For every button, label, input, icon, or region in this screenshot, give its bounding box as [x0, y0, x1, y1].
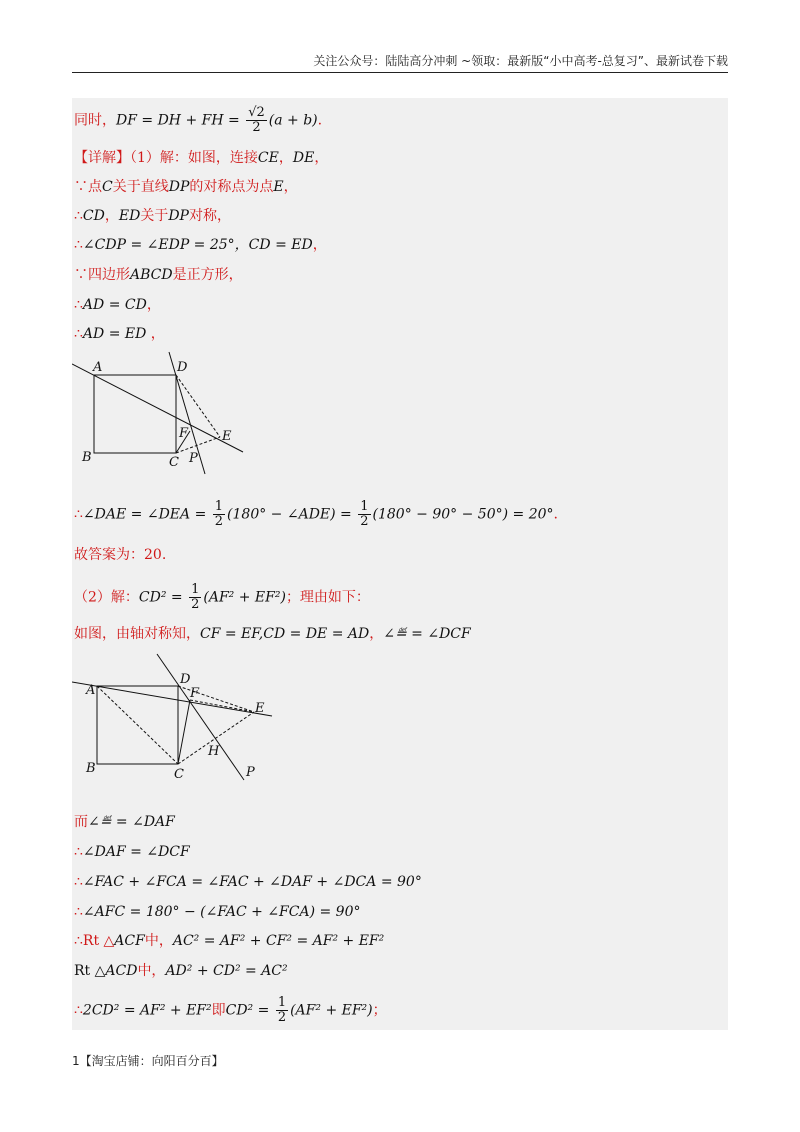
math: (180° − ∠ADE) =: [227, 506, 352, 523]
line-14: [74, 842, 190, 862]
math: CF = EF,CD = DE = AD: [200, 626, 370, 642]
text: ∵四边形: [74, 267, 130, 283]
text: ，: [369, 626, 384, 642]
figure-2-square-reflection: [72, 650, 282, 785]
page-header: 关注公众号：陆陆高分冲刺 ~领取：最新版“小中高考-总复习”、最新试卷下载: [313, 54, 728, 68]
line-3: [74, 177, 298, 197]
text: ∴: [74, 237, 83, 253]
line-1: [74, 106, 322, 135]
line-7: [74, 295, 161, 315]
text: ∴: [74, 1002, 83, 1019]
line-ae: [72, 364, 243, 452]
math: AC² = AF² + CF² = AF² + EF²: [172, 933, 385, 949]
label-a: A: [93, 360, 103, 375]
text: 同时，: [74, 112, 116, 129]
text: ；理由如下：: [285, 589, 370, 606]
math: ABCD: [130, 267, 173, 283]
line-16: [74, 902, 361, 922]
denominator: 2: [252, 120, 261, 135]
math: (AF² + EF²): [203, 589, 286, 606]
math: CD² =: [138, 589, 183, 606]
text: 是正方形，: [172, 267, 243, 283]
text: （1）解：如图，连接: [130, 150, 258, 166]
denominator: 2: [214, 514, 224, 529]
label-b: B: [86, 761, 96, 776]
math: DE: [292, 150, 315, 166]
math: CD² =: [225, 1002, 270, 1019]
text: ，: [314, 150, 329, 166]
label-d: D: [177, 360, 188, 375]
line-17: [74, 931, 384, 951]
text: .: [553, 506, 558, 523]
text: ∴: [74, 904, 83, 920]
detail-tag: 【详解】: [74, 150, 130, 166]
label-p: P: [189, 451, 198, 466]
line-15: [74, 872, 422, 892]
denominator: 2: [191, 597, 200, 612]
page-footer: 1【淘宝店铺：向阳百分百】: [72, 1054, 224, 1068]
segment-cf: [178, 700, 190, 764]
text: 即: [211, 1002, 226, 1019]
text: .: [317, 112, 323, 129]
math: CD: [82, 208, 105, 224]
text: ，: [146, 326, 165, 342]
text: ∴: [74, 297, 83, 313]
math: CE: [257, 150, 279, 166]
math: AD² + CD² = AC²: [165, 963, 288, 979]
text: ∴: [74, 506, 83, 523]
math: AD = ED: [82, 326, 147, 342]
math: ACD: [105, 963, 138, 979]
line-11: [74, 583, 370, 612]
math: DF = DH + FH =: [116, 112, 240, 129]
line-9: [74, 500, 558, 529]
label-e: E: [222, 429, 232, 444]
text: ；: [372, 1002, 387, 1019]
text: 而: [74, 814, 88, 830]
math: ∠AFC = 180° − (∠FAC + ∠FCA) = 90°: [82, 904, 361, 920]
label-d: D: [180, 672, 191, 687]
denominator: 2: [277, 1010, 287, 1025]
numerator: 1: [214, 499, 224, 514]
line-dp: [157, 654, 244, 780]
line-13: [74, 812, 175, 832]
text: ，: [146, 297, 161, 313]
numerator: √2: [248, 105, 265, 120]
math: 2CD² = AF² + EF²: [82, 1002, 212, 1019]
math: C: [102, 179, 113, 195]
line-4: [74, 206, 231, 226]
math: ∠DAE = ∠DEA =: [82, 506, 207, 523]
text: ∵点: [74, 179, 102, 195]
denominator: 2: [360, 514, 369, 529]
fraction: [276, 996, 288, 1025]
math: ∠≝ = ∠DAF: [88, 814, 175, 830]
text: Rt △: [74, 963, 106, 979]
numerator: 1: [191, 582, 200, 597]
label-c: C: [169, 455, 179, 470]
square-abcd: [94, 375, 176, 453]
line-19: [74, 996, 387, 1025]
math: AD = CD: [82, 297, 147, 313]
numerator: 1: [277, 995, 287, 1010]
text: ，: [278, 150, 293, 166]
figure-1-square-reflection: [72, 348, 252, 478]
text: 中，: [144, 933, 173, 949]
header-divider: [72, 72, 728, 73]
line-12: [74, 624, 471, 644]
math: ∠DAF = ∠DCF: [82, 844, 190, 860]
text: 中，: [137, 963, 166, 979]
label-e: E: [255, 701, 265, 716]
text: ，: [283, 179, 298, 195]
math: (180° − 90° − 50°) = 20°: [372, 506, 554, 523]
text: 关于: [140, 208, 169, 224]
math: ∠≝ = ∠DCF: [383, 626, 471, 642]
text: ∴: [74, 326, 83, 342]
line-8: [74, 324, 165, 344]
text: 如图，由轴对称知，: [74, 626, 200, 642]
segment-fe: [190, 700, 254, 712]
math: (AF² + EF²): [290, 1002, 373, 1019]
math: E: [273, 179, 284, 195]
numerator: 1: [360, 499, 369, 514]
label-f: F: [179, 426, 189, 441]
line-10: [74, 545, 166, 565]
line-ae: [72, 682, 272, 716]
text: ∴: [74, 844, 83, 860]
text: ，: [104, 208, 119, 224]
text: 对称，: [188, 208, 231, 224]
label-b: B: [82, 450, 92, 465]
fraction: [189, 583, 201, 612]
text: ∴Rt △: [74, 933, 115, 949]
math: DP: [168, 208, 189, 224]
text: （2）解：: [74, 589, 139, 606]
math: ACF: [114, 933, 145, 949]
text: ，: [312, 237, 327, 253]
fraction: [246, 106, 267, 135]
answer-text: 故答案为：20.: [74, 547, 167, 563]
label-a: A: [86, 683, 96, 698]
fraction: [358, 500, 370, 529]
line-2: [74, 148, 328, 168]
math: ∠FAC + ∠FCA = ∠FAC + ∠DAF + ∠DCA = 90°: [82, 874, 422, 890]
fraction: [213, 500, 225, 529]
line-5: [74, 235, 327, 255]
text: ∴: [74, 208, 83, 224]
label-f: F: [190, 686, 200, 701]
math: ∠CDP = ∠EDP = 25°，CD = ED: [82, 237, 313, 253]
text: ∴: [74, 874, 83, 890]
math: DP: [168, 179, 190, 195]
text: 的对称点为点: [189, 179, 274, 195]
text: 关于直线: [112, 179, 169, 195]
label-p: P: [246, 765, 255, 780]
label-c: C: [174, 767, 184, 782]
label-h: H: [208, 744, 220, 759]
math: ED: [118, 208, 141, 224]
line-6: [74, 265, 243, 285]
math: (a + b): [268, 112, 318, 129]
line-18: [74, 961, 288, 981]
